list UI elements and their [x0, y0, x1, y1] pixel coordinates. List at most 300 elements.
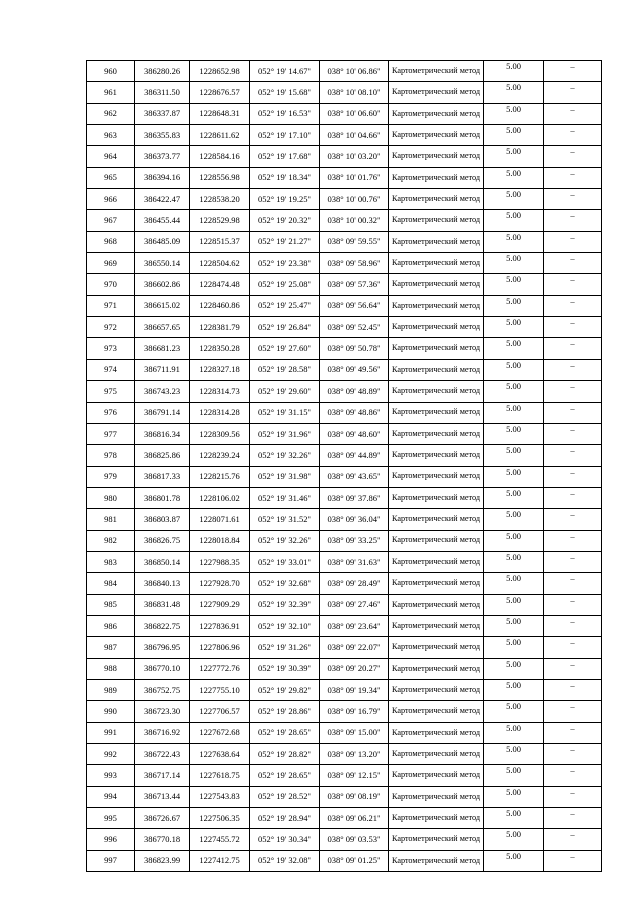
point-number-cell: 991: [87, 722, 135, 743]
longitude-cell: 038° 09' 16.79": [320, 701, 389, 722]
method-cell: Картометрический метод: [389, 722, 484, 743]
accuracy-cell: 5.00: [484, 82, 544, 103]
longitude-cell: 038° 10' 04.66": [320, 125, 389, 146]
point-number-cell: 982: [87, 530, 135, 551]
accuracy-cell: 5.00: [484, 253, 544, 274]
note-cell: –: [544, 253, 602, 274]
x-coordinate-cell: 386791.14: [135, 402, 190, 423]
latitude-cell: 052° 19' 20.32": [250, 210, 320, 231]
x-coordinate-cell: 386723.30: [135, 701, 190, 722]
table-row: [87, 189, 602, 210]
method-cell: Картометрический метод: [389, 466, 484, 487]
method-cell: Картометрический метод: [389, 146, 484, 167]
y-coordinate-cell: 1227412.75: [190, 850, 250, 871]
latitude-cell: 052° 19' 25.47": [250, 295, 320, 316]
longitude-cell: 038° 09' 44.89": [320, 445, 389, 466]
y-coordinate-cell: 1227638.64: [190, 744, 250, 765]
point-number-cell: 960: [87, 61, 135, 82]
latitude-cell: 052° 19' 29.60": [250, 381, 320, 402]
note-cell: –: [544, 82, 602, 103]
y-coordinate-cell: 1227755.10: [190, 679, 250, 700]
note-cell: –: [544, 850, 602, 871]
point-number-cell: 965: [87, 167, 135, 188]
latitude-cell: 052° 19' 31.52": [250, 509, 320, 530]
table-row: [87, 744, 602, 765]
method-cell: Картометрический метод: [389, 61, 484, 82]
accuracy-cell: 5.00: [484, 509, 544, 530]
note-cell: –: [544, 167, 602, 188]
accuracy-cell: 5.00: [484, 103, 544, 124]
method-cell: Картометрический метод: [389, 402, 484, 423]
table-row: [87, 359, 602, 380]
accuracy-cell: 5.00: [484, 530, 544, 551]
accuracy-cell: 5.00: [484, 701, 544, 722]
longitude-cell: 038° 09' 27.46": [320, 594, 389, 615]
table-row: [87, 338, 602, 359]
x-coordinate-cell: 386770.10: [135, 658, 190, 679]
y-coordinate-cell: 1227506.35: [190, 808, 250, 829]
method-cell: Картометрический метод: [389, 103, 484, 124]
point-number-cell: 976: [87, 402, 135, 423]
method-cell: Картометрический метод: [389, 850, 484, 871]
table-row: [87, 82, 602, 103]
note-cell: –: [544, 509, 602, 530]
y-coordinate-cell: 1228314.73: [190, 381, 250, 402]
note-cell: –: [544, 210, 602, 231]
note-cell: –: [544, 530, 602, 551]
longitude-cell: 038° 10' 01.76": [320, 167, 389, 188]
note-cell: –: [544, 829, 602, 850]
latitude-cell: 052° 19' 31.96": [250, 423, 320, 444]
table-row: [87, 402, 602, 423]
table-row: [87, 573, 602, 594]
method-cell: Картометрический метод: [389, 594, 484, 615]
longitude-cell: 038° 09' 49.56": [320, 359, 389, 380]
table-row: [87, 423, 602, 444]
latitude-cell: 052° 19' 17.68": [250, 146, 320, 167]
point-number-cell: 972: [87, 317, 135, 338]
method-cell: Картометрический метод: [389, 231, 484, 252]
point-number-cell: 963: [87, 125, 135, 146]
x-coordinate-cell: 386796.95: [135, 637, 190, 658]
latitude-cell: 052° 19' 31.26": [250, 637, 320, 658]
x-coordinate-cell: 386850.14: [135, 551, 190, 572]
note-cell: –: [544, 808, 602, 829]
x-coordinate-cell: 386822.75: [135, 615, 190, 636]
longitude-cell: 038° 09' 36.04": [320, 509, 389, 530]
table-row: [87, 61, 602, 82]
y-coordinate-cell: 1228018.84: [190, 530, 250, 551]
point-number-cell: 969: [87, 253, 135, 274]
y-coordinate-cell: 1228538.20: [190, 189, 250, 210]
note-cell: –: [544, 445, 602, 466]
x-coordinate-cell: 386817.33: [135, 466, 190, 487]
method-cell: Картометрический метод: [389, 530, 484, 551]
y-coordinate-cell: 1228504.62: [190, 253, 250, 274]
point-number-cell: 981: [87, 509, 135, 530]
method-cell: Картометрический метод: [389, 423, 484, 444]
note-cell: –: [544, 573, 602, 594]
table-row: [87, 231, 602, 252]
y-coordinate-cell: 1228239.24: [190, 445, 250, 466]
y-coordinate-cell: 1227772.76: [190, 658, 250, 679]
y-coordinate-cell: 1228515.37: [190, 231, 250, 252]
accuracy-cell: 5.00: [484, 423, 544, 444]
y-coordinate-cell: 1228460.86: [190, 295, 250, 316]
table-body: [87, 61, 602, 872]
accuracy-cell: 5.00: [484, 402, 544, 423]
table-row: [87, 253, 602, 274]
latitude-cell: 052° 19' 28.52": [250, 786, 320, 807]
x-coordinate-cell: 386831.48: [135, 594, 190, 615]
table-row: [87, 445, 602, 466]
x-coordinate-cell: 386716.92: [135, 722, 190, 743]
accuracy-cell: 5.00: [484, 445, 544, 466]
table-row: [87, 551, 602, 572]
longitude-cell: 038° 09' 03.53": [320, 829, 389, 850]
point-number-cell: 994: [87, 786, 135, 807]
y-coordinate-cell: 1227706.57: [190, 701, 250, 722]
method-cell: Картометрический метод: [389, 679, 484, 700]
point-number-cell: 975: [87, 381, 135, 402]
coordinates-table: [86, 60, 602, 872]
accuracy-cell: 5.00: [484, 786, 544, 807]
method-cell: Картометрический метод: [389, 658, 484, 679]
point-number-cell: 961: [87, 82, 135, 103]
point-number-cell: 967: [87, 210, 135, 231]
method-cell: Картометрический метод: [389, 637, 484, 658]
x-coordinate-cell: 386550.14: [135, 253, 190, 274]
longitude-cell: 038° 09' 20.27": [320, 658, 389, 679]
note-cell: –: [544, 402, 602, 423]
latitude-cell: 052° 19' 32.39": [250, 594, 320, 615]
point-number-cell: 979: [87, 466, 135, 487]
accuracy-cell: 5.00: [484, 850, 544, 871]
longitude-cell: 038° 09' 33.25": [320, 530, 389, 551]
note-cell: –: [544, 722, 602, 743]
table-row: [87, 679, 602, 700]
accuracy-cell: 5.00: [484, 189, 544, 210]
method-cell: Картометрический метод: [389, 359, 484, 380]
x-coordinate-cell: 386840.13: [135, 573, 190, 594]
y-coordinate-cell: 1228309.56: [190, 423, 250, 444]
point-number-cell: 977: [87, 423, 135, 444]
longitude-cell: 038° 10' 00.32": [320, 210, 389, 231]
longitude-cell: 038° 09' 43.65": [320, 466, 389, 487]
note-cell: –: [544, 338, 602, 359]
latitude-cell: 052° 19' 14.67": [250, 61, 320, 82]
note-cell: –: [544, 466, 602, 487]
latitude-cell: 052° 19' 28.94": [250, 808, 320, 829]
accuracy-cell: 5.00: [484, 381, 544, 402]
table-row: [87, 808, 602, 829]
method-cell: Картометрический метод: [389, 573, 484, 594]
method-cell: Картометрический метод: [389, 125, 484, 146]
point-number-cell: 978: [87, 445, 135, 466]
point-number-cell: 993: [87, 765, 135, 786]
point-number-cell: 973: [87, 338, 135, 359]
x-coordinate-cell: 386816.34: [135, 423, 190, 444]
longitude-cell: 038° 09' 22.07": [320, 637, 389, 658]
accuracy-cell: 5.00: [484, 722, 544, 743]
latitude-cell: 052° 19' 16.53": [250, 103, 320, 124]
longitude-cell: 038° 09' 31.63": [320, 551, 389, 572]
accuracy-cell: 5.00: [484, 679, 544, 700]
x-coordinate-cell: 386770.18: [135, 829, 190, 850]
y-coordinate-cell: 1228106.02: [190, 487, 250, 508]
point-number-cell: 964: [87, 146, 135, 167]
method-cell: Картометрический метод: [389, 487, 484, 508]
latitude-cell: 052° 19' 31.15": [250, 402, 320, 423]
y-coordinate-cell: 1228676.57: [190, 82, 250, 103]
accuracy-cell: 5.00: [484, 808, 544, 829]
longitude-cell: 038° 09' 37.86": [320, 487, 389, 508]
latitude-cell: 052° 19' 27.60": [250, 338, 320, 359]
accuracy-cell: 5.00: [484, 274, 544, 295]
y-coordinate-cell: 1228314.28: [190, 402, 250, 423]
x-coordinate-cell: 386823.99: [135, 850, 190, 871]
latitude-cell: 052° 19' 31.46": [250, 487, 320, 508]
x-coordinate-cell: 386752.75: [135, 679, 190, 700]
accuracy-cell: 5.00: [484, 317, 544, 338]
x-coordinate-cell: 386657.65: [135, 317, 190, 338]
method-cell: Картометрический метод: [389, 445, 484, 466]
table-row: [87, 487, 602, 508]
method-cell: Картометрический метод: [389, 317, 484, 338]
x-coordinate-cell: 386722.43: [135, 744, 190, 765]
x-coordinate-cell: 386394.16: [135, 167, 190, 188]
method-cell: Картометрический метод: [389, 167, 484, 188]
latitude-cell: 052° 19' 25.08": [250, 274, 320, 295]
longitude-cell: 038° 09' 01.25": [320, 850, 389, 871]
point-number-cell: 992: [87, 744, 135, 765]
method-cell: Картометрический метод: [389, 808, 484, 829]
note-cell: –: [544, 317, 602, 338]
method-cell: Картометрический метод: [389, 295, 484, 316]
longitude-cell: 038° 09' 50.78": [320, 338, 389, 359]
longitude-cell: 038° 09' 57.36": [320, 274, 389, 295]
x-coordinate-cell: 386826.75: [135, 530, 190, 551]
x-coordinate-cell: 386355.83: [135, 125, 190, 146]
longitude-cell: 038° 09' 12.15": [320, 765, 389, 786]
note-cell: –: [544, 423, 602, 444]
y-coordinate-cell: 1228584.16: [190, 146, 250, 167]
accuracy-cell: 5.00: [484, 338, 544, 359]
y-coordinate-cell: 1227618.75: [190, 765, 250, 786]
note-cell: –: [544, 295, 602, 316]
table-row: [87, 829, 602, 850]
x-coordinate-cell: 386280.26: [135, 61, 190, 82]
note-cell: –: [544, 274, 602, 295]
x-coordinate-cell: 386373.77: [135, 146, 190, 167]
y-coordinate-cell: 1228474.48: [190, 274, 250, 295]
latitude-cell: 052° 19' 32.08": [250, 850, 320, 871]
table-row: [87, 722, 602, 743]
table-row: [87, 466, 602, 487]
method-cell: Картометрический метод: [389, 82, 484, 103]
x-coordinate-cell: 386615.02: [135, 295, 190, 316]
y-coordinate-cell: 1228381.79: [190, 317, 250, 338]
point-number-cell: 984: [87, 573, 135, 594]
longitude-cell: 038° 09' 28.49": [320, 573, 389, 594]
x-coordinate-cell: 386711.91: [135, 359, 190, 380]
x-coordinate-cell: 386825.86: [135, 445, 190, 466]
table-row: [87, 530, 602, 551]
point-number-cell: 968: [87, 231, 135, 252]
point-number-cell: 995: [87, 808, 135, 829]
y-coordinate-cell: 1228556.98: [190, 167, 250, 188]
table-row: [87, 658, 602, 679]
accuracy-cell: 5.00: [484, 658, 544, 679]
method-cell: Картометрический метод: [389, 381, 484, 402]
accuracy-cell: 5.00: [484, 765, 544, 786]
latitude-cell: 052° 19' 28.82": [250, 744, 320, 765]
accuracy-cell: 5.00: [484, 210, 544, 231]
method-cell: Картометрический метод: [389, 210, 484, 231]
table-row: [87, 701, 602, 722]
table-row: [87, 765, 602, 786]
x-coordinate-cell: 386337.87: [135, 103, 190, 124]
x-coordinate-cell: 386311.50: [135, 82, 190, 103]
point-number-cell: 989: [87, 679, 135, 700]
latitude-cell: 052° 19' 32.10": [250, 615, 320, 636]
latitude-cell: 052° 19' 28.86": [250, 701, 320, 722]
table-row: [87, 594, 602, 615]
latitude-cell: 052° 19' 26.84": [250, 317, 320, 338]
point-number-cell: 962: [87, 103, 135, 124]
method-cell: Картометрический метод: [389, 786, 484, 807]
accuracy-cell: 5.00: [484, 573, 544, 594]
longitude-cell: 038° 09' 06.21": [320, 808, 389, 829]
latitude-cell: 052° 19' 17.10": [250, 125, 320, 146]
point-number-cell: 983: [87, 551, 135, 572]
latitude-cell: 052° 19' 32.26": [250, 445, 320, 466]
table-row: [87, 850, 602, 871]
y-coordinate-cell: 1228071.61: [190, 509, 250, 530]
y-coordinate-cell: 1227928.70: [190, 573, 250, 594]
x-coordinate-cell: 386455.44: [135, 210, 190, 231]
method-cell: Картометрический метод: [389, 253, 484, 274]
y-coordinate-cell: 1228350.28: [190, 338, 250, 359]
latitude-cell: 052° 19' 28.65": [250, 722, 320, 743]
method-cell: Картометрический метод: [389, 701, 484, 722]
y-coordinate-cell: 1228652.98: [190, 61, 250, 82]
method-cell: Картометрический метод: [389, 765, 484, 786]
x-coordinate-cell: 386801.78: [135, 487, 190, 508]
accuracy-cell: 5.00: [484, 487, 544, 508]
x-coordinate-cell: 386485.09: [135, 231, 190, 252]
note-cell: –: [544, 189, 602, 210]
note-cell: –: [544, 146, 602, 167]
note-cell: –: [544, 637, 602, 658]
y-coordinate-cell: 1227909.29: [190, 594, 250, 615]
note-cell: –: [544, 103, 602, 124]
accuracy-cell: 5.00: [484, 744, 544, 765]
x-coordinate-cell: 386743.23: [135, 381, 190, 402]
table-row: [87, 146, 602, 167]
note-cell: –: [544, 594, 602, 615]
y-coordinate-cell: 1227455.72: [190, 829, 250, 850]
x-coordinate-cell: 386681.23: [135, 338, 190, 359]
longitude-cell: 038° 09' 48.89": [320, 381, 389, 402]
point-number-cell: 970: [87, 274, 135, 295]
table-row: [87, 615, 602, 636]
method-cell: Картометрический метод: [389, 189, 484, 210]
table-row: [87, 295, 602, 316]
latitude-cell: 052° 19' 28.58": [250, 359, 320, 380]
note-cell: –: [544, 487, 602, 508]
note-cell: –: [544, 786, 602, 807]
x-coordinate-cell: 386803.87: [135, 509, 190, 530]
longitude-cell: 038° 10' 08.10": [320, 82, 389, 103]
accuracy-cell: 5.00: [484, 167, 544, 188]
point-number-cell: 966: [87, 189, 135, 210]
point-number-cell: 987: [87, 637, 135, 658]
y-coordinate-cell: 1228327.18: [190, 359, 250, 380]
point-number-cell: 990: [87, 701, 135, 722]
latitude-cell: 052° 19' 32.68": [250, 573, 320, 594]
accuracy-cell: 5.00: [484, 466, 544, 487]
point-number-cell: 996: [87, 829, 135, 850]
longitude-cell: 038° 09' 58.96": [320, 253, 389, 274]
latitude-cell: 052° 19' 31.98": [250, 466, 320, 487]
latitude-cell: 052° 19' 21.27": [250, 231, 320, 252]
y-coordinate-cell: 1228529.98: [190, 210, 250, 231]
table-row: [87, 125, 602, 146]
accuracy-cell: 5.00: [484, 146, 544, 167]
note-cell: –: [544, 615, 602, 636]
longitude-cell: 038° 09' 48.86": [320, 402, 389, 423]
accuracy-cell: 5.00: [484, 637, 544, 658]
longitude-cell: 038° 09' 23.64": [320, 615, 389, 636]
table-row: [87, 786, 602, 807]
note-cell: –: [544, 61, 602, 82]
accuracy-cell: 5.00: [484, 359, 544, 380]
longitude-cell: 038° 09' 56.64": [320, 295, 389, 316]
point-number-cell: 986: [87, 615, 135, 636]
longitude-cell: 038° 10' 06.60": [320, 103, 389, 124]
longitude-cell: 038° 09' 19.34": [320, 679, 389, 700]
table-row: [87, 381, 602, 402]
note-cell: –: [544, 359, 602, 380]
accuracy-cell: 5.00: [484, 594, 544, 615]
method-cell: Картометрический метод: [389, 509, 484, 530]
latitude-cell: 052° 19' 19.25": [250, 189, 320, 210]
method-cell: Картометрический метод: [389, 551, 484, 572]
longitude-cell: 038° 09' 13.20": [320, 744, 389, 765]
accuracy-cell: 5.00: [484, 615, 544, 636]
x-coordinate-cell: 386422.47: [135, 189, 190, 210]
point-number-cell: 980: [87, 487, 135, 508]
longitude-cell: 038° 09' 52.45": [320, 317, 389, 338]
note-cell: –: [544, 381, 602, 402]
latitude-cell: 052° 19' 15.68": [250, 82, 320, 103]
note-cell: –: [544, 701, 602, 722]
table-row: [87, 167, 602, 188]
longitude-cell: 038° 10' 00.76": [320, 189, 389, 210]
note-cell: –: [544, 744, 602, 765]
longitude-cell: 038° 09' 48.60": [320, 423, 389, 444]
method-cell: Картометрический метод: [389, 744, 484, 765]
accuracy-cell: 5.00: [484, 125, 544, 146]
note-cell: –: [544, 551, 602, 572]
y-coordinate-cell: 1228215.76: [190, 466, 250, 487]
latitude-cell: 052° 19' 33.01": [250, 551, 320, 572]
latitude-cell: 052° 19' 29.82": [250, 679, 320, 700]
longitude-cell: 038° 10' 03.20": [320, 146, 389, 167]
x-coordinate-cell: 386726.67: [135, 808, 190, 829]
longitude-cell: 038° 10' 06.86": [320, 61, 389, 82]
